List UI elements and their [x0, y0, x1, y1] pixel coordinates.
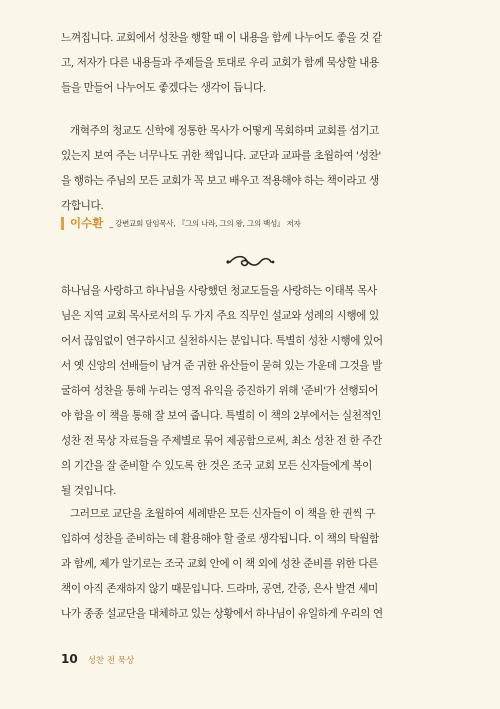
page-number: 10 [61, 652, 78, 666]
running-title: 성찬 전 묵상 [87, 656, 135, 666]
text-line: 있는지 보여 주는 너무나도 귀한 책입니다. 교단과 교파를 초월하여 '성찬' [61, 150, 381, 162]
text-line: 님은 지역 교회 목사로서의 두 가지 주요 직무인 설교와 성례의 시행에 있 [61, 310, 379, 322]
flourish-ornament-icon [222, 252, 278, 272]
text-line: 나가 종종 설교단을 대체하고 있는 상황에서 하나님이 유일하게 우리의 연 [61, 608, 383, 620]
endorser-description: _ 강변교회 담임목사, 『그의 나라, 그의 왕, 그의 백성』 저자 [109, 218, 301, 228]
paragraph-3 [61, 279, 447, 504]
text-line: 그러므로 교단을 초월하여 세례받은 모든 신자들이 이 책을 한 권씩 구 [61, 508, 375, 520]
text-line: 개혁주의 청교도 신학에 정통한 목사가 어떻게 목회하며 교회를 섬기고 [61, 125, 379, 137]
text-line: 입하여 성찬을 준비하는 데 활용해야 할 줄로 생각됩니다. 이 책의 탁월함 [61, 533, 379, 545]
text-line: 고, 저자가 다른 내용들과 주제들을 토대로 우리 교회가 함께 묵상할 내용 [61, 57, 379, 69]
paragraph-4 [61, 502, 447, 627]
text-line: 의 기간을 잘 준비할 수 있도록 한 것은 조국 교회 모든 신자들에게 복이 [61, 460, 372, 472]
text-line: 하나님을 사랑하고 하나님을 사랑했던 청교도들을 사랑하는 이태복 목사 [61, 285, 377, 297]
text-line: 을 행하는 주님의 모든 교회가 꼭 보고 배우고 적용해야 하는 책이라고 생 [61, 175, 379, 187]
endorser-name: 이수환 [70, 216, 104, 230]
paragraph-1 [61, 26, 447, 101]
endorsement-attribution [61, 214, 301, 232]
text-line: 책이 아직 존재하지 않기 때문입니다. 드라마, 공연, 간증, 은사 발견 세미 [61, 583, 378, 595]
text-line: 될 것입니다. [61, 485, 117, 497]
text-line: 느껴집니다. 교회에서 성찬을 행할 때 이 내용을 함께 나누어도 좋을 것 같 [61, 32, 382, 44]
accent-bar [61, 217, 64, 230]
text-line: 야 함을 이 책을 통해 잘 보여 줍니다. 특별히 이 책의 2부에서는 실천적인 [61, 410, 382, 422]
text-line: 각합니다. [61, 200, 104, 212]
text-line: 어서 끊임없이 연구하시고 실천하시는 분입니다. 특별히 성찬 시행에 있어 [61, 335, 383, 347]
text-line: 서 옛 신앙의 선배들이 남겨 준 귀한 유산들이 묻혀 있는 가운데 그것을 발 [61, 360, 382, 372]
text-line: 굴하여 성찬을 통해 누리는 영적 유익을 증진하기 위해 '준비'가 선행되어 [61, 385, 378, 397]
text-line: 과 함께, 제가 알기로는 조국 교회 안에 이 책 외에 성찬 준비를 위한 다른 [61, 558, 378, 570]
text-line: 들을 만들어 나누어도 좋겠다는 생각이 듭니다. [61, 82, 266, 94]
page-footer [61, 652, 134, 666]
text-line: 성찬 전 묵상 자료들을 주제별로 묶어 제공함으로써, 최소 성찬 전 한 주간 [61, 435, 382, 447]
paragraph-2 [61, 119, 447, 219]
